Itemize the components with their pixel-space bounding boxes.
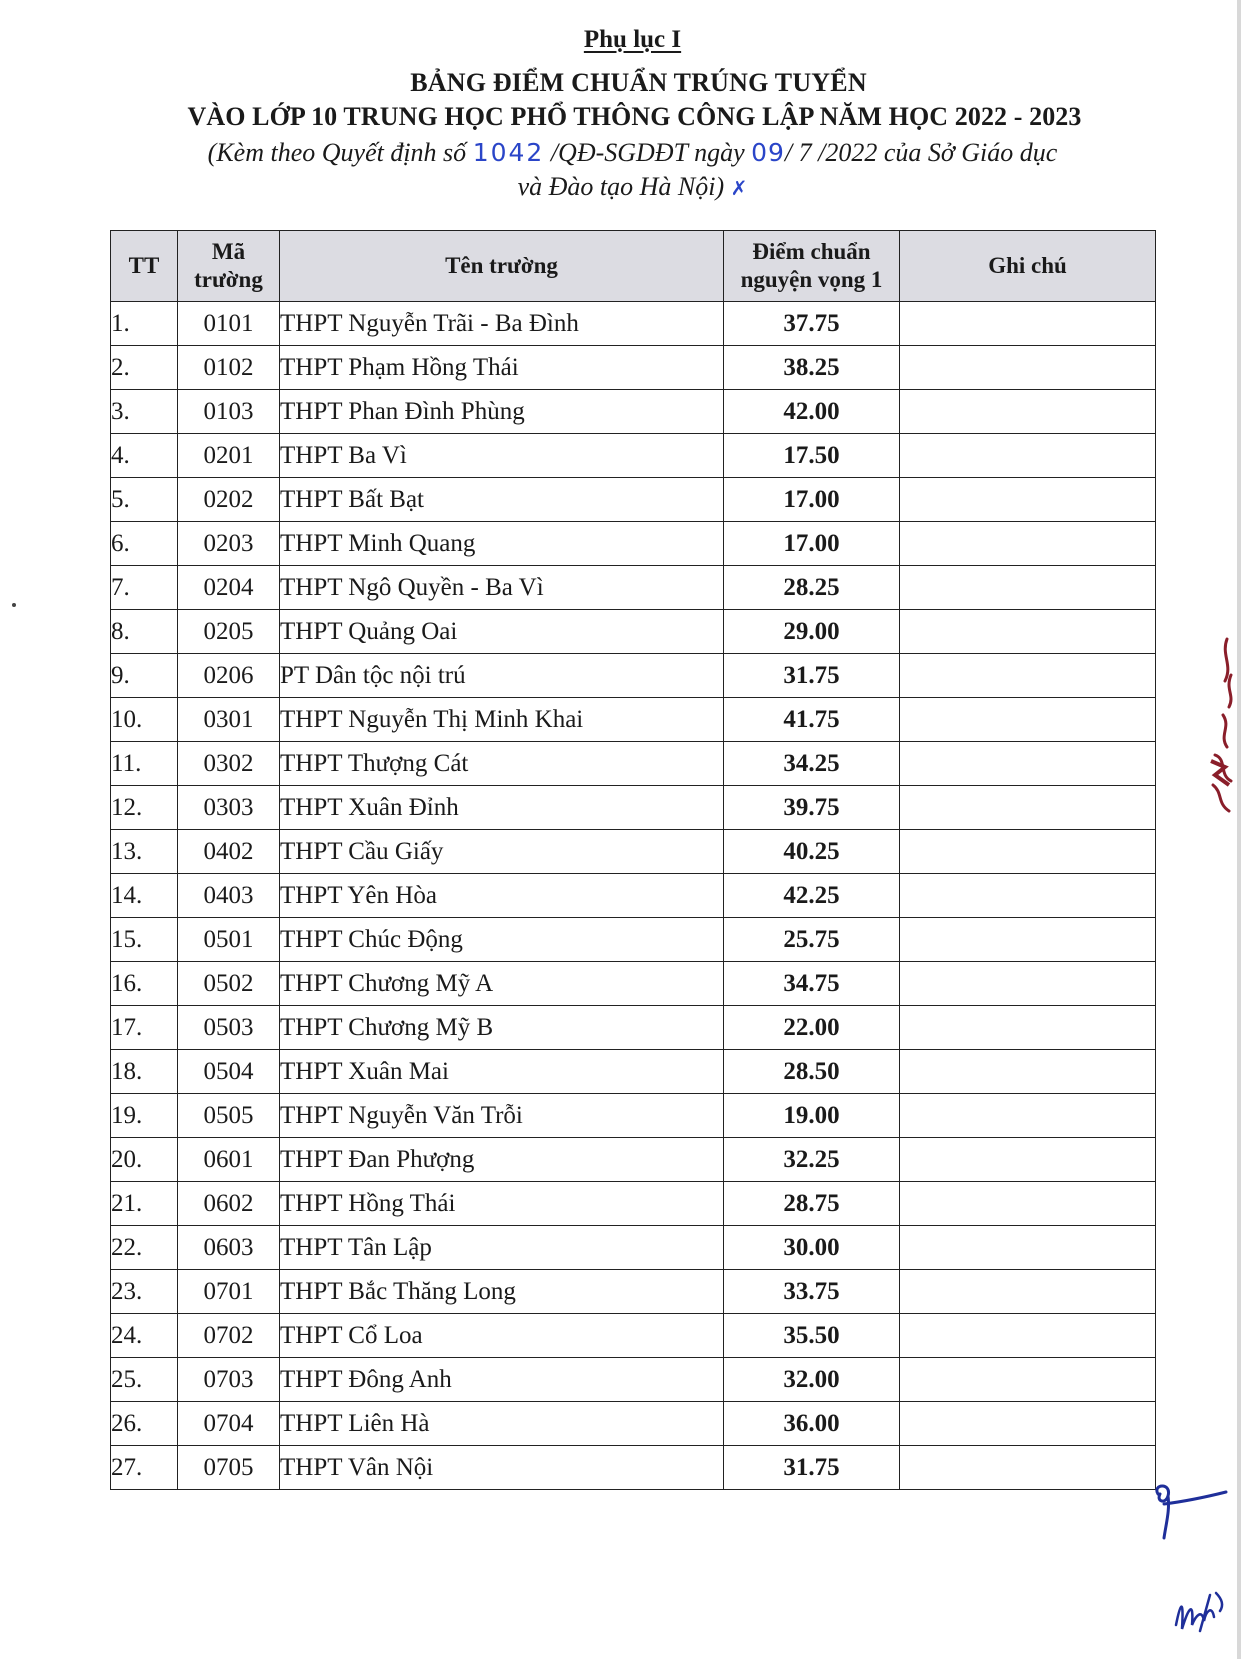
- row-index-cell: 21.: [111, 1182, 178, 1226]
- school-name-cell: THPT Cầu Giấy: [280, 830, 724, 874]
- table-row: [111, 918, 1156, 962]
- row-index-cell: 10.: [111, 698, 178, 742]
- table-row: [111, 346, 1156, 390]
- table-row: [111, 1138, 1156, 1182]
- table-row: [111, 830, 1156, 874]
- benchmark-score-cell: 39.75: [724, 786, 900, 830]
- row-index-cell: 25.: [111, 1358, 178, 1402]
- school-code-cell: 0601: [178, 1138, 280, 1182]
- school-name-cell: THPT Minh Quang: [280, 522, 724, 566]
- notes-cell: [900, 1314, 1156, 1358]
- row-index-cell: 19.: [111, 1094, 178, 1138]
- school-name-cell: THPT Đan Phượng: [280, 1138, 724, 1182]
- notes-cell: [900, 1446, 1156, 1490]
- benchmark-score-cell: 36.00: [724, 1402, 900, 1446]
- row-index-cell: 26.: [111, 1402, 178, 1446]
- school-code-cell: 0701: [178, 1270, 280, 1314]
- school-code-cell: 0503: [178, 1006, 280, 1050]
- notes-cell: [900, 566, 1156, 610]
- school-name-cell: THPT Bắc Thăng Long: [280, 1270, 724, 1314]
- school-code-cell: 0705: [178, 1446, 280, 1490]
- table-row: [111, 1402, 1156, 1446]
- notes-cell: [900, 1006, 1156, 1050]
- school-code-cell: 0103: [178, 390, 280, 434]
- benchmark-score-cell: 17.00: [724, 522, 900, 566]
- school-code-cell: 0602: [178, 1182, 280, 1226]
- school-code-cell: 0201: [178, 434, 280, 478]
- table-row: [111, 522, 1156, 566]
- document-title-line2: VÀO LỚP 10 TRUNG HỌC PHỔ THÔNG CÔNG LẬP NĂM HỌC 2022 - 2023: [187, 102, 1082, 131]
- notes-cell: [900, 522, 1156, 566]
- notes-cell: [900, 1402, 1156, 1446]
- row-index-cell: 8.: [111, 610, 178, 654]
- column-header-benchmark-score: Điểm chuẩn nguyện vọng 1: [724, 231, 900, 302]
- notes-cell: [900, 346, 1156, 390]
- table-row: [111, 610, 1156, 654]
- notes-cell: [900, 1050, 1156, 1094]
- notes-cell: [900, 390, 1156, 434]
- column-header-notes: Ghi chú: [900, 231, 1156, 302]
- notes-cell: [900, 1094, 1156, 1138]
- school-name-cell: THPT Đông Anh: [280, 1358, 724, 1402]
- school-code-cell: 0102: [178, 346, 280, 390]
- school-code-cell: 0505: [178, 1094, 280, 1138]
- page-initial-signature-icon: [1150, 1480, 1230, 1540]
- row-index-cell: 11.: [111, 742, 178, 786]
- school-code-cell: 0403: [178, 874, 280, 918]
- benchmark-score-cell: 31.75: [724, 1446, 900, 1490]
- benchmark-score-cell: 41.75: [724, 698, 900, 742]
- decision-number-handwritten: 1042: [472, 138, 545, 167]
- benchmark-score-cell: 25.75: [724, 918, 900, 962]
- school-name-cell: THPT Vân Nội: [280, 1446, 724, 1490]
- school-name-cell: THPT Nguyễn Văn Trỗi: [280, 1094, 724, 1138]
- row-index-cell: 24.: [111, 1314, 178, 1358]
- notes-cell: [900, 1270, 1156, 1314]
- notes-cell: [900, 918, 1156, 962]
- scan-speck: [12, 603, 16, 607]
- table-row: [111, 566, 1156, 610]
- table-row: [111, 478, 1156, 522]
- benchmark-score-cell: 30.00: [724, 1226, 900, 1270]
- notes-cell: [900, 302, 1156, 346]
- row-index-cell: 7.: [111, 566, 178, 610]
- school-name-cell: THPT Thượng Cát: [280, 742, 724, 786]
- table-row: [111, 434, 1156, 478]
- table-row: [111, 1226, 1156, 1270]
- school-name-cell: THPT Chúc Động: [280, 918, 724, 962]
- row-index-cell: 1.: [111, 302, 178, 346]
- row-index-cell: 20.: [111, 1138, 178, 1182]
- row-index-cell: 9.: [111, 654, 178, 698]
- notes-cell: [900, 698, 1156, 742]
- benchmark-score-cell: 17.00: [724, 478, 900, 522]
- school-name-cell: THPT Yên Hòa: [280, 874, 724, 918]
- row-index-cell: 4.: [111, 434, 178, 478]
- column-header-tt: TT: [111, 231, 178, 302]
- school-name-cell: THPT Ba Vì: [280, 434, 724, 478]
- school-code-cell: 0704: [178, 1402, 280, 1446]
- row-index-cell: 17.: [111, 1006, 178, 1050]
- table-row: [111, 1094, 1156, 1138]
- notes-cell: [900, 830, 1156, 874]
- school-name-cell: THPT Chương Mỹ B: [280, 1006, 724, 1050]
- school-code-cell: 0402: [178, 830, 280, 874]
- table-row: [111, 1314, 1156, 1358]
- school-name-cell: THPT Xuân Mai: [280, 1050, 724, 1094]
- notes-cell: [900, 610, 1156, 654]
- school-name-cell: THPT Quảng Oai: [280, 610, 724, 654]
- table-header-row: [111, 231, 1156, 302]
- red-seal-fragment-icon: [1205, 635, 1237, 815]
- row-index-cell: 12.: [111, 786, 178, 830]
- school-code-cell: 0204: [178, 566, 280, 610]
- notes-cell: [900, 1182, 1156, 1226]
- row-index-cell: 5.: [111, 478, 178, 522]
- school-code-cell: 0502: [178, 962, 280, 1006]
- school-code-cell: 0301: [178, 698, 280, 742]
- decision-reference-line2: [12, 172, 1241, 202]
- benchmark-score-cell: 17.50: [724, 434, 900, 478]
- table-row: [111, 1358, 1156, 1402]
- column-header-school-code: Mã trường: [178, 231, 280, 302]
- school-name-cell: PT Dân tộc nội trú: [280, 654, 724, 698]
- decision-reference-line1: [12, 138, 1241, 168]
- decision-prefix: (Kèm theo Quyết định số: [207, 138, 467, 167]
- appendix-label: Phụ lục I: [583, 26, 682, 53]
- table-row: [111, 874, 1156, 918]
- table-row: [111, 390, 1156, 434]
- school-name-cell: THPT Phan Đình Phùng: [280, 390, 724, 434]
- school-name-cell: THPT Nguyễn Trãi - Ba Đình: [280, 302, 724, 346]
- benchmark-score-cell: 42.00: [724, 390, 900, 434]
- row-index-cell: 13.: [111, 830, 178, 874]
- row-index-cell: 15.: [111, 918, 178, 962]
- table-row: [111, 1182, 1156, 1226]
- benchmark-score-cell: 34.75: [724, 962, 900, 1006]
- benchmark-score-cell: 28.75: [724, 1182, 900, 1226]
- admission-scores-table: [110, 230, 1156, 1490]
- table-row: [111, 698, 1156, 742]
- school-code-cell: 0303: [178, 786, 280, 830]
- benchmark-score-cell: 32.00: [724, 1358, 900, 1402]
- school-code-cell: 0501: [178, 918, 280, 962]
- school-name-cell: THPT Ngô Quyền - Ba Vì: [280, 566, 724, 610]
- school-name-cell: THPT Liên Hà: [280, 1402, 724, 1446]
- row-index-cell: 6.: [111, 522, 178, 566]
- benchmark-score-cell: 37.75: [724, 302, 900, 346]
- row-index-cell: 2.: [111, 346, 178, 390]
- table-row: [111, 786, 1156, 830]
- school-code-cell: 0302: [178, 742, 280, 786]
- notes-cell: [900, 434, 1156, 478]
- school-code-cell: 0702: [178, 1314, 280, 1358]
- notes-cell: [900, 742, 1156, 786]
- benchmark-score-cell: 38.25: [724, 346, 900, 390]
- benchmark-score-cell: 28.25: [724, 566, 900, 610]
- school-name-cell: THPT Tân Lập: [280, 1226, 724, 1270]
- decision-middle: /QĐ-SGDĐT ngày: [550, 138, 745, 167]
- benchmark-score-cell: 22.00: [724, 1006, 900, 1050]
- benchmark-score-cell: 42.25: [724, 874, 900, 918]
- column-header-school-name: Tên trường: [280, 231, 724, 302]
- benchmark-score-cell: 32.25: [724, 1138, 900, 1182]
- school-name-cell: THPT Nguyễn Thị Minh Khai: [280, 698, 724, 742]
- notes-cell: [900, 478, 1156, 522]
- benchmark-score-cell: 28.50: [724, 1050, 900, 1094]
- notes-cell: [900, 1138, 1156, 1182]
- school-name-cell: THPT Bất Bạt: [280, 478, 724, 522]
- table-row: [111, 302, 1156, 346]
- row-index-cell: 27.: [111, 1446, 178, 1490]
- notes-cell: [900, 874, 1156, 918]
- benchmark-score-cell: 35.50: [724, 1314, 900, 1358]
- row-index-cell: 23.: [111, 1270, 178, 1314]
- table-row: [111, 1050, 1156, 1094]
- row-index-cell: 22.: [111, 1226, 178, 1270]
- table-row: [111, 654, 1156, 698]
- benchmark-score-cell: 31.75: [724, 654, 900, 698]
- benchmark-score-cell: 34.25: [724, 742, 900, 786]
- notes-cell: [900, 1358, 1156, 1402]
- school-name-cell: THPT Phạm Hồng Thái: [280, 346, 724, 390]
- school-code-cell: 0603: [178, 1226, 280, 1270]
- school-name-cell: THPT Cổ Loa: [280, 1314, 724, 1358]
- school-code-cell: 0206: [178, 654, 280, 698]
- notes-cell: [900, 786, 1156, 830]
- row-index-cell: 14.: [111, 874, 178, 918]
- decision-day-handwritten: 09: [751, 138, 785, 167]
- school-name-cell: THPT Hồng Thái: [280, 1182, 724, 1226]
- school-name-cell: THPT Chương Mỹ A: [280, 962, 724, 1006]
- school-code-cell: 0205: [178, 610, 280, 654]
- school-code-cell: 0203: [178, 522, 280, 566]
- school-code-cell: 0703: [178, 1358, 280, 1402]
- row-index-cell: 18.: [111, 1050, 178, 1094]
- check-mark-icon: ✗: [730, 176, 748, 200]
- document-title-line1: BẢNG ĐIỂM CHUẨN TRÚNG TUYỂN: [410, 68, 867, 97]
- corner-initial-icon: [1170, 1585, 1230, 1635]
- table-body: [111, 302, 1156, 1490]
- decision-line2: và Đào tạo Hà Nội): [517, 172, 725, 201]
- table-row: [111, 742, 1156, 786]
- row-index-cell: 3.: [111, 390, 178, 434]
- decision-date-rest: / 7 /2022 của Sở Giáo dục: [784, 138, 1058, 167]
- benchmark-score-cell: 40.25: [724, 830, 900, 874]
- school-name-cell: THPT Xuân Đỉnh: [280, 786, 724, 830]
- table-row: [111, 1446, 1156, 1490]
- table-row: [111, 1006, 1156, 1050]
- benchmark-score-cell: 19.00: [724, 1094, 900, 1138]
- school-code-cell: 0101: [178, 302, 280, 346]
- notes-cell: [900, 1226, 1156, 1270]
- school-code-cell: 0202: [178, 478, 280, 522]
- table-row: [111, 962, 1156, 1006]
- school-code-cell: 0504: [178, 1050, 280, 1094]
- benchmark-score-cell: 29.00: [724, 610, 900, 654]
- notes-cell: [900, 654, 1156, 698]
- table-row: [111, 1270, 1156, 1314]
- row-index-cell: 16.: [111, 962, 178, 1006]
- notes-cell: [900, 962, 1156, 1006]
- benchmark-score-cell: 33.75: [724, 1270, 900, 1314]
